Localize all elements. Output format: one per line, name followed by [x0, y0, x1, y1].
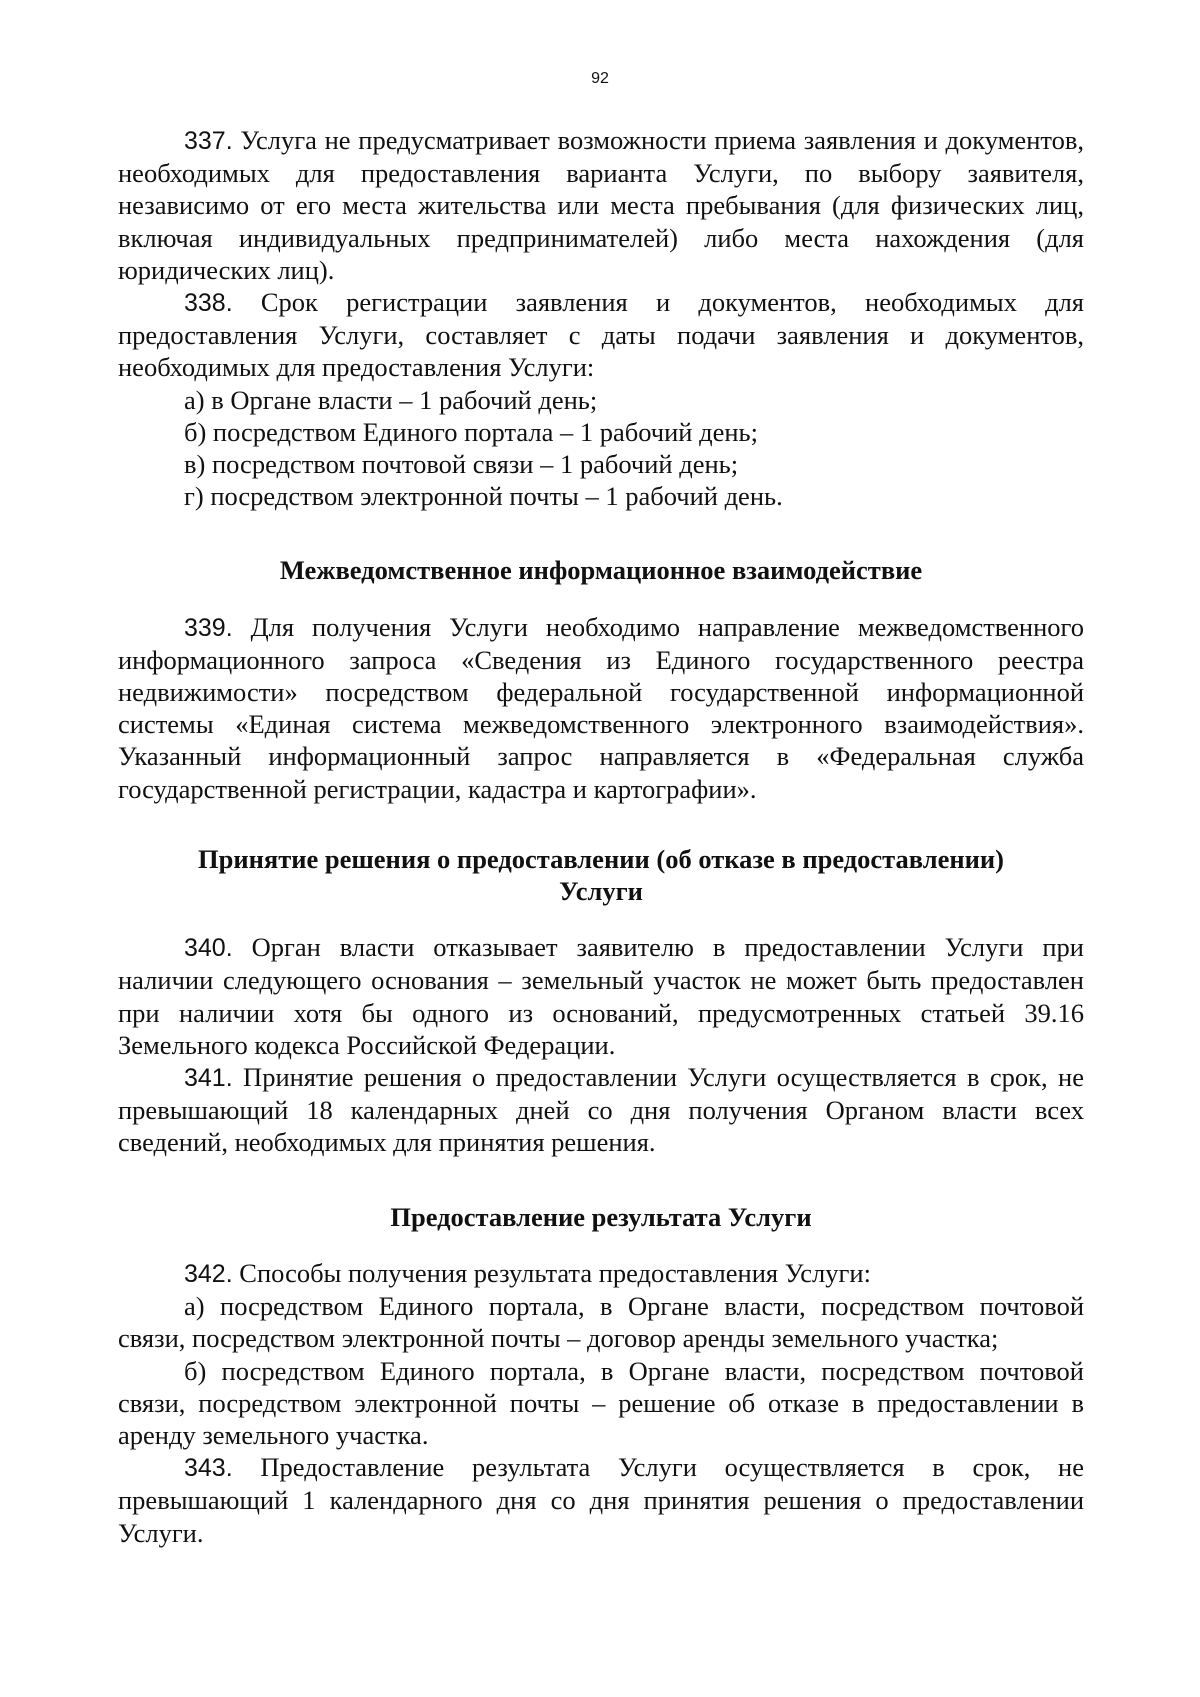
list-item-338-b: б) посредством Единого портала – 1 рабочий день;	[184, 416, 758, 447]
paragraph-number: 338.	[184, 289, 233, 318]
paragraph-text: Для получения Услуги необходимо направление межведомственного информационного запроса «Сведения из Единого государственного реестра недвижимости» посредством федеральной государственной информационной системы «Единая система межведомственного электронного взаимодействия». Указанный информационный запрос направляется в «Федеральная служба государственной регистрации, кадастра и картографии».	[118, 611, 1084, 804]
paragraph-number: 340.	[184, 934, 233, 963]
paragraph-337	[118, 124, 1084, 286]
document-body	[118, 124, 1084, 1549]
list-item-338-g: г) посредством электронной почты – 1 рабочий день.	[184, 481, 783, 512]
paragraph-text: Услуга не предусматривает возможности приема заявления и документов, необходимых для предоставления варианта Услуги, по выбору заявителя, независимо от его места жительства или места пребывания (для физических лиц, включая индивидуальных предпринимателей) либо места нахождения (для юридических лиц).	[118, 125, 1084, 285]
paragraph-342	[118, 1257, 1084, 1290]
paragraph-number: 337.	[184, 127, 233, 155]
paragraph-number: 341.	[184, 1064, 233, 1093]
paragraph-343	[118, 1451, 1084, 1549]
paragraph-338	[118, 286, 1084, 384]
paragraph-339	[118, 611, 1084, 805]
section-heading-decision	[118, 843, 1084, 907]
paragraph-text: Способы получения результата предоставления Услуги:	[232, 1257, 871, 1288]
paragraph-number: 343.	[184, 1454, 233, 1483]
paragraph-text: Предоставление результата Услуги осуществляется в срок, не превышающий 1 календарного дня со дня принятия решения о предоставлении Услуги.	[118, 1452, 1084, 1548]
list-item-342-a: а) посредством Единого портала, в Органе власти, посредством почтовой связи, посредством электронной почты – договор аренды земельного участка;	[118, 1291, 1084, 1354]
page-number: 92	[591, 70, 609, 87]
section-heading-line: Принятие решения о предоставлении (об отказе в предоставлении)	[198, 843, 1004, 874]
paragraph-341	[118, 1061, 1084, 1159]
list-item-338-v: в) посредством почтовой связи – 1 рабочий день;	[184, 449, 739, 480]
paragraph-text: Срок регистрации заявления и документов, необходимых для предоставления Услуги, составляет с даты подачи заявления и документов, необходимых для предоставления Услуги:	[118, 287, 1084, 383]
paragraph-number: 339.	[184, 613, 233, 642]
section-heading-line: Услуги	[559, 876, 643, 907]
paragraph-text: Орган власти отказывает заявителю в предоставлении Услуги при наличии следующего основания – земельный участок не может быть предоставлен при наличии хотя бы одного из оснований, предусмотренных статьей 39.16 Земельного кодекса Российской Федерации.	[118, 932, 1084, 1060]
list-item-338-a: а) в Органе власти – 1 рабочий день;	[184, 384, 598, 415]
section-heading-interagency: Межведомственное информационное взаимодействие	[279, 555, 923, 586]
paragraph-340	[118, 931, 1084, 1061]
section-heading-result: Предоставление результата Услуги	[390, 1201, 812, 1232]
paragraph-text: Принятие решения о предоставлении Услуги осуществляется в срок, не превышающий 18 календарных дней со дня получения Органом власти всех сведений, необходимых для принятия решения.	[118, 1062, 1084, 1158]
list-item-342-b: б) посредством Единого портала, в Органе власти, посредством почтовой связи, посредством электронной почты – решение об отказе в предоставлении в аренду земельного участка.	[118, 1355, 1084, 1450]
paragraph-number: 342.	[184, 1259, 233, 1288]
